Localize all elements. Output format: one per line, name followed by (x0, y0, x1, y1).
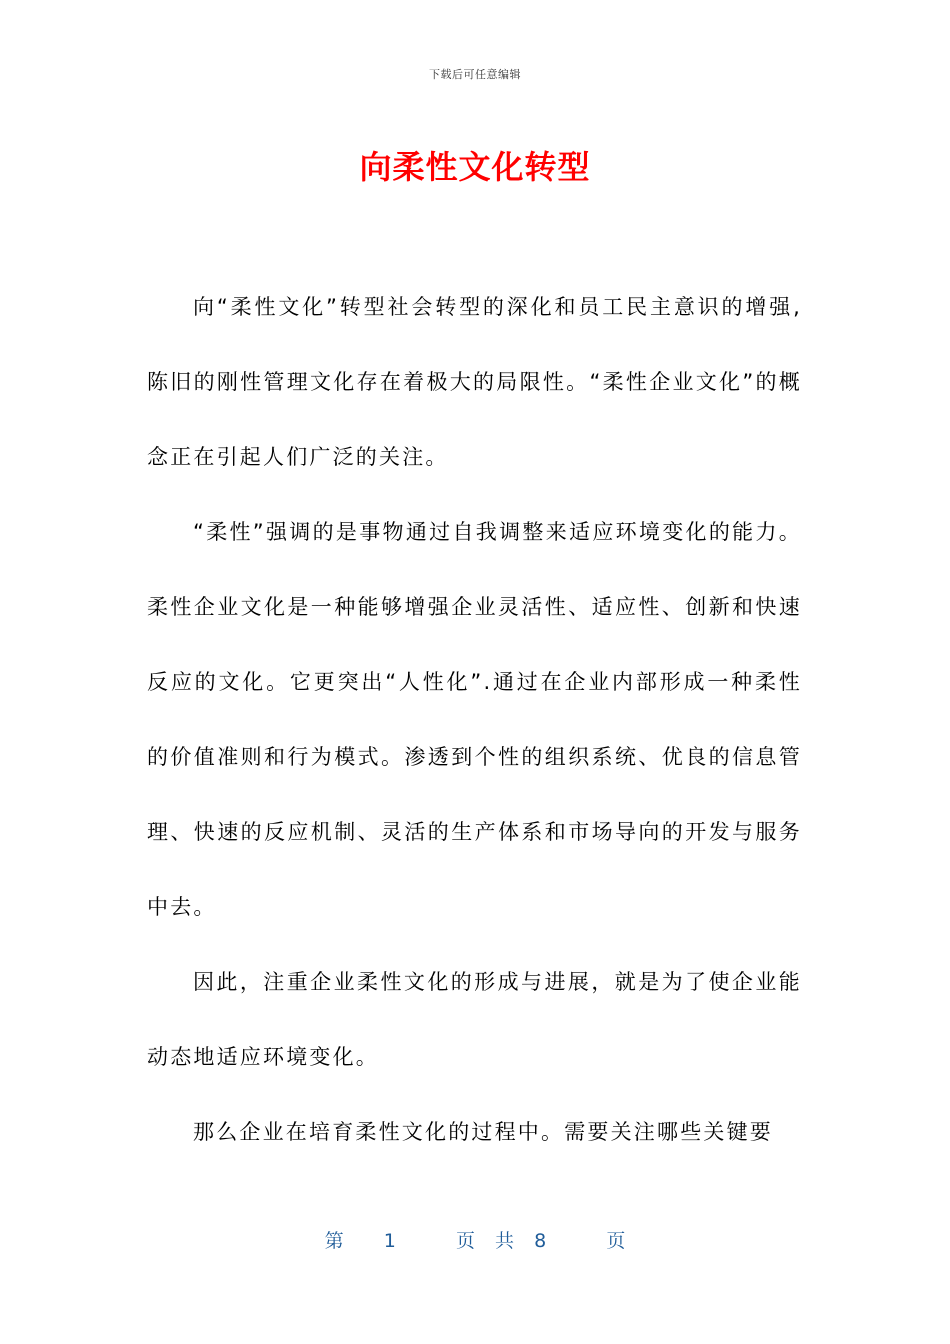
footer-middle: 页 共 (456, 1230, 515, 1252)
paragraph-3: 因此，注重企业柔性文化的形成与进展，就是为了使企业能动态地适应环境变化。 (147, 970, 802, 1069)
paragraph-4: 那么企业在培育柔性文化的过程中。需要关注哪些关键要 (193, 1120, 773, 1144)
page-footer (0, 1226, 950, 1253)
footer-total-pages: 8 (534, 1230, 547, 1252)
header-note: 下载后可任意编辑 (429, 68, 521, 81)
footer-current-page: 1 (383, 1230, 396, 1252)
document-body (147, 270, 802, 1170)
footer-suffix: 页 (606, 1230, 626, 1252)
page-title: 向柔性文化转型 (359, 148, 591, 186)
paragraph-1: 向“柔性文化”转型社会转型的深化和员工民主意识的增强,陈旧的刚性管理文化存在着极大的局限性。“柔性企业文化”的概念正在引起人们广泛的关注。 (147, 295, 802, 469)
footer-prefix: 第 (324, 1230, 344, 1252)
paragraph-2: “柔性”强调的是事物通过自我调整来适应环境变化的能力。柔性企业文化是一种能够增强企业灵活性、适应性、创新和快速反应的文化。它更突出“人性化”.通过在企业内部形成一种柔性的价值准则和行为模式。渗透到个性的组织系统、优良的信息管理、快速的反应机制、灵活的生产体系和市场导向的开发与服务中去。 (147, 520, 802, 919)
